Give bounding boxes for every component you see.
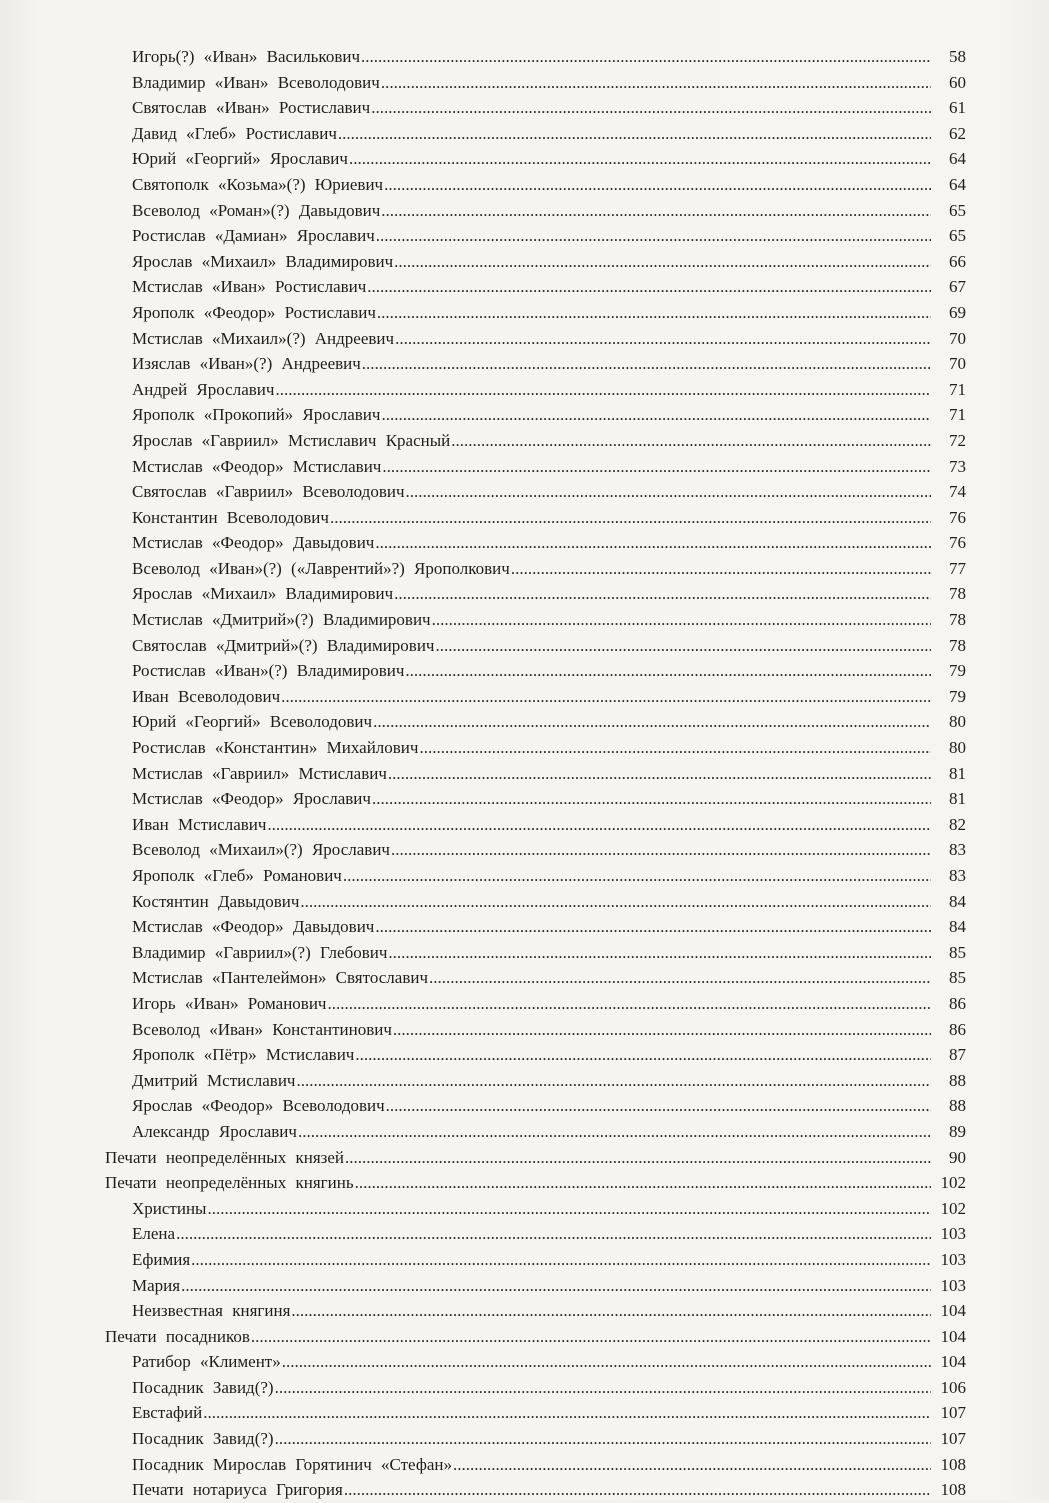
toc-page-number: 78 [949,584,966,604]
toc-entry-title: Посадник Завид(?) [132,1429,274,1449]
toc-entry [0,44,1049,70]
toc-dot-leader [361,44,931,70]
toc-entry [0,965,1049,991]
toc-dot-leader [373,709,931,735]
toc-page-number: 82 [949,814,966,834]
toc-entry [0,402,1049,428]
toc-entry-title: Мстислав «Феодор» Мстиславич [132,456,382,476]
toc-entry-title: Всеволод «Михаил»(?) Ярославич [132,840,390,860]
toc-page-number: 69 [949,302,966,322]
toc-entry-title: Ярослав «Михаил» Владимирович [132,584,394,604]
toc-page-number: 86 [949,1019,966,1039]
toc-page-number: 108 [940,1480,966,1500]
toc-dot-leader [181,1273,931,1299]
toc-dot-leader [275,377,931,403]
toc-page-number: 106 [940,1377,966,1397]
toc-entry [0,556,1049,582]
toc-page-number: 70 [949,354,966,374]
toc-entry [0,1042,1049,1068]
toc-page-number: 64 [949,149,966,169]
toc-dot-leader [251,1324,931,1350]
toc-entry-title: Ярослав «Гавриил» Мстиславич Красный [132,430,451,450]
toc-entry [0,658,1049,684]
toc-entry-title: Мстислав «Феодор» Ярославич [132,789,371,809]
toc-entry [0,684,1049,710]
toc-page-number: 73 [949,456,966,476]
toc-entry-title: Игорь «Иван» Романович [132,993,327,1013]
toc-page-number: 102 [940,1173,966,1193]
toc-dot-leader [330,505,931,531]
toc-entry-title: Давид «Глеб» Ростиславич [132,123,337,143]
toc-dot-leader [388,761,931,787]
toc-entry [0,198,1049,224]
toc-entry-title: Евстафий [132,1403,203,1423]
toc-entry [0,70,1049,96]
toc-entry-title: Александр Ярославич [132,1121,297,1141]
toc-entry-title: Святослав «Гавриил» Всеволодович [132,482,405,502]
toc-entry [0,991,1049,1017]
toc-dot-leader [405,658,931,684]
toc-entry-title: Иван Мстиславич [132,814,267,834]
toc-page-number: 64 [949,174,966,194]
toc-entry-title: Печати неопределённых князей [105,1147,345,1167]
toc-entry [0,1273,1049,1299]
toc-entry [0,146,1049,172]
toc-entry-title: Ростислав «Константин» Михайлович [132,738,419,758]
toc-entry-title: Иван Всеволодович [132,686,281,706]
toc-dot-leader [395,326,931,352]
toc-entry [0,95,1049,121]
toc-page-number: 71 [949,405,966,425]
toc-dot-leader [327,991,931,1017]
toc-dot-leader [298,1119,931,1145]
toc-page-number: 77 [949,558,966,578]
toc-entry-title: Печати посадников [105,1326,250,1346]
toc-entry [0,1119,1049,1145]
toc-dot-leader [451,428,931,454]
toc-page-number: 65 [949,200,966,220]
toc-dot-leader [343,863,931,889]
toc-dot-leader [406,479,932,505]
toc-entry-title: Ростислав «Иван»(?) Владимирович [132,661,405,681]
toc-page-number: 90 [949,1147,966,1167]
toc-dot-leader [282,1349,931,1375]
toc-page-number: 58 [949,47,966,66]
toc-entry [0,1400,1049,1426]
toc-dot-leader [384,172,931,198]
toc-dot-leader [432,607,931,633]
toc-dot-leader [362,351,931,377]
toc-entry-title: Ярополк «Феодор» Ростиславич [132,302,376,322]
toc-entry [0,581,1049,607]
toc-entry [0,761,1049,787]
toc-page-number: 62 [949,123,966,143]
toc-entry-title: Ратибор «Климент» [132,1352,281,1372]
toc-entry-title: Мстислав «Иван» Ростиславич [132,277,367,297]
toc-entry-title: Константин Всеволодович [132,507,329,527]
toc-entry-title: Владимир «Гавриил»(?) Глебович [132,942,388,962]
toc-page-number: 79 [949,686,966,706]
toc-entry-title: Владимир «Иван» Всеволодович [132,72,380,92]
toc-entry [0,607,1049,633]
toc-entry-title: Мстислав «Феодор» Давыдович [132,917,375,937]
toc-entry-title: Мстислав «Михаил»(?) Андреевич [132,328,395,348]
toc-entry-title: Андрей Ярославич [132,379,275,399]
toc-dot-leader [345,1145,931,1171]
toc-page-number: 71 [949,379,966,399]
toc-dot-leader [393,1017,931,1043]
toc-dot-leader [338,121,931,147]
toc-entry [0,326,1049,352]
toc-entry [0,863,1049,889]
toc-entry [0,1375,1049,1401]
toc-page-number: 104 [940,1301,966,1321]
toc-page-number: 70 [949,328,966,348]
toc-entry [0,223,1049,249]
toc-entry [0,172,1049,198]
toc-entry [0,1068,1049,1094]
toc-dot-leader [371,95,931,121]
toc-page-number: 76 [949,533,966,553]
toc-entry [0,709,1049,735]
toc-dot-leader [207,1196,931,1222]
toc-entry-title: Костянтин Давыдович [132,891,300,911]
toc-page-number: 74 [949,482,966,502]
toc-dot-leader [394,581,931,607]
toc-dot-leader [381,70,931,96]
toc-page-number: 60 [949,72,966,92]
toc-page-number: 81 [949,789,966,809]
toc-entry [0,812,1049,838]
toc-entry [0,633,1049,659]
toc-entry-title: Христины [132,1198,207,1218]
toc-dot-leader [377,300,931,326]
toc-entry-title: Неизвестная княгиня [132,1301,291,1321]
toc-entry-title: Изяслав «Иван»(?) Андреевич [132,354,361,374]
toc-entry-title: Игорь(?) «Иван» Василькович [132,47,361,66]
toc-dot-leader [429,965,931,991]
toc-page-number: 86 [949,993,966,1013]
toc-entry [0,377,1049,403]
toc-page-number: 104 [940,1326,966,1346]
toc-entry-title: Печати нотариуса Григория [132,1480,343,1500]
toc-page-number: 66 [949,251,966,271]
toc-dot-leader [388,940,931,966]
toc-entry-title: Ярополк «Пётр» Мстиславич [132,1045,355,1065]
toc-entry-title: Мстислав «Феодор» Давыдович [132,533,375,553]
toc-entry [0,1477,1049,1503]
toc-page-number: 83 [949,866,966,885]
toc-page-number: 83 [949,840,966,860]
toc-dot-leader [511,556,931,582]
toc-entry [0,454,1049,480]
toc-page-number: 65 [949,226,966,246]
toc-page-number: 89 [949,1121,966,1141]
toc-page-number: 76 [949,507,966,527]
toc-dot-leader [386,1093,931,1119]
toc-entry [0,1247,1049,1273]
toc-entry [0,1093,1049,1119]
toc-page-number: 84 [949,891,966,911]
toc-section-entry [0,1145,1049,1171]
toc-dot-leader [191,1247,931,1273]
toc-dot-leader [419,735,931,761]
toc-page-number: 108 [940,1454,966,1474]
toc-entry [0,889,1049,915]
toc-entry-title: Юрий «Георгий» Всеволодович [132,712,373,732]
toc-entry [0,1221,1049,1247]
toc-entry [0,1452,1049,1478]
toc-dot-leader [176,1221,931,1247]
toc-page-number: 107 [940,1403,966,1423]
toc-entry-title: Святослав «Дмитрий»(?) Владимирович [132,635,435,655]
toc-entry [0,351,1049,377]
toc-dot-leader [281,684,931,710]
toc-entry-title: Ярослав «Михаил» Владимирович [132,251,394,271]
toc-page-number: 67 [949,277,966,297]
toc-page-number: 107 [940,1429,966,1449]
toc-dot-leader [355,1170,931,1196]
toc-dot-leader [291,1298,931,1324]
toc-section-entry [0,1170,1049,1196]
toc-entry-title: Ефимия [132,1249,191,1269]
toc-page-number: 87 [949,1045,966,1065]
table-of-contents [0,44,1049,1503]
toc-dot-leader [344,1477,931,1503]
toc-entry-title: Печати неопределённых княгинь [105,1173,354,1193]
toc-dot-leader [372,786,931,812]
toc-entry [0,914,1049,940]
toc-entry-title: Ярослав «Феодор» Всеволодович [132,1096,385,1116]
toc-page-number: 88 [949,1070,966,1090]
toc-dot-leader [453,1452,931,1478]
toc-dot-leader [296,1068,931,1094]
toc-entry [0,121,1049,147]
toc-page-number: 103 [940,1249,966,1269]
toc-entry-title: Мстислав «Дмитрий»(?) Владимирович [132,610,431,630]
toc-page-number: 80 [949,712,966,732]
toc-entry-title: Мстислав «Пантелеймон» Святославич [132,968,429,988]
toc-dot-leader [436,633,932,659]
toc-entry [0,274,1049,300]
toc-entry-title: Всеволод «Иван»(?) («Лаврентий»?) Ярополкович [132,558,510,578]
toc-entry [0,786,1049,812]
toc-dot-leader [349,146,931,172]
toc-entry-title: Мария [132,1275,181,1295]
toc-entry [0,940,1049,966]
toc-page-number: 61 [949,98,966,118]
toc-page-number: 103 [940,1275,966,1295]
toc-dot-leader [394,249,931,275]
toc-entry [0,1196,1049,1222]
toc-entry [0,735,1049,761]
toc-entry-title: Посадник Завид(?) [132,1377,274,1397]
toc-page-number: 103 [940,1224,966,1244]
toc-entry-title: Ярополк «Глеб» Романович [132,866,342,885]
toc-entry [0,1017,1049,1043]
toc-dot-leader [367,274,931,300]
toc-entry-title: Дмитрий Мстиславич [132,1070,296,1090]
toc-entry [0,505,1049,531]
toc-entry [0,479,1049,505]
toc-section-entry [0,1324,1049,1350]
toc-page-number: 72 [949,430,966,450]
toc-dot-leader [382,454,931,480]
toc-page-number: 102 [940,1198,966,1218]
toc-entry [0,837,1049,863]
toc-page-number: 85 [949,942,966,962]
toc-entry-title: Мстислав «Гавриил» Мстиславич [132,763,387,783]
toc-dot-leader [267,812,931,838]
toc-page-number: 85 [949,968,966,988]
toc-page-number: 84 [949,917,966,937]
toc-entry-title: Ростислав «Дамиан» Ярославич [132,226,375,246]
toc-page-number: 81 [949,763,966,783]
toc-dot-leader [355,1042,931,1068]
toc-entry [0,530,1049,556]
toc-dot-leader [381,198,931,224]
toc-entry-title: Всеволод «Роман»(?) Давыдович [132,200,381,220]
toc-entry-title: Всеволод «Иван» Константинович [132,1019,392,1039]
toc-page-number: 80 [949,738,966,758]
toc-dot-leader [275,1426,931,1452]
toc-page-number: 78 [949,610,966,630]
toc-entry [0,1426,1049,1452]
toc-dot-leader [275,1375,931,1401]
toc-page-number: 104 [940,1352,966,1372]
toc-entry [0,428,1049,454]
toc-entry [0,300,1049,326]
toc-entry [0,249,1049,275]
toc-page-number: 88 [949,1096,966,1116]
toc-entry-title: Святослав «Иван» Ростиславич [132,98,371,118]
toc-dot-leader [381,402,931,428]
toc-entry-title: Ярополк «Прокопий» Ярославич [132,405,381,425]
toc-dot-leader [391,837,931,863]
toc-page-number: 78 [949,635,966,655]
toc-page-number: 79 [949,661,966,681]
toc-entry-title: Елена [132,1224,176,1244]
toc-entry [0,1298,1049,1324]
toc-dot-leader [376,223,931,249]
toc-dot-leader [300,889,931,915]
toc-entry [0,1349,1049,1375]
toc-dot-leader [375,914,931,940]
toc-dot-leader [375,530,931,556]
toc-entry-title: Юрий «Георгий» Ярославич [132,149,348,169]
toc-entry-title: Посадник Мирослав Горятинич «Стефан» [132,1454,452,1474]
toc-dot-leader [203,1400,931,1426]
toc-entry-title: Святополк «Козьма»(?) Юриевич [132,174,384,194]
